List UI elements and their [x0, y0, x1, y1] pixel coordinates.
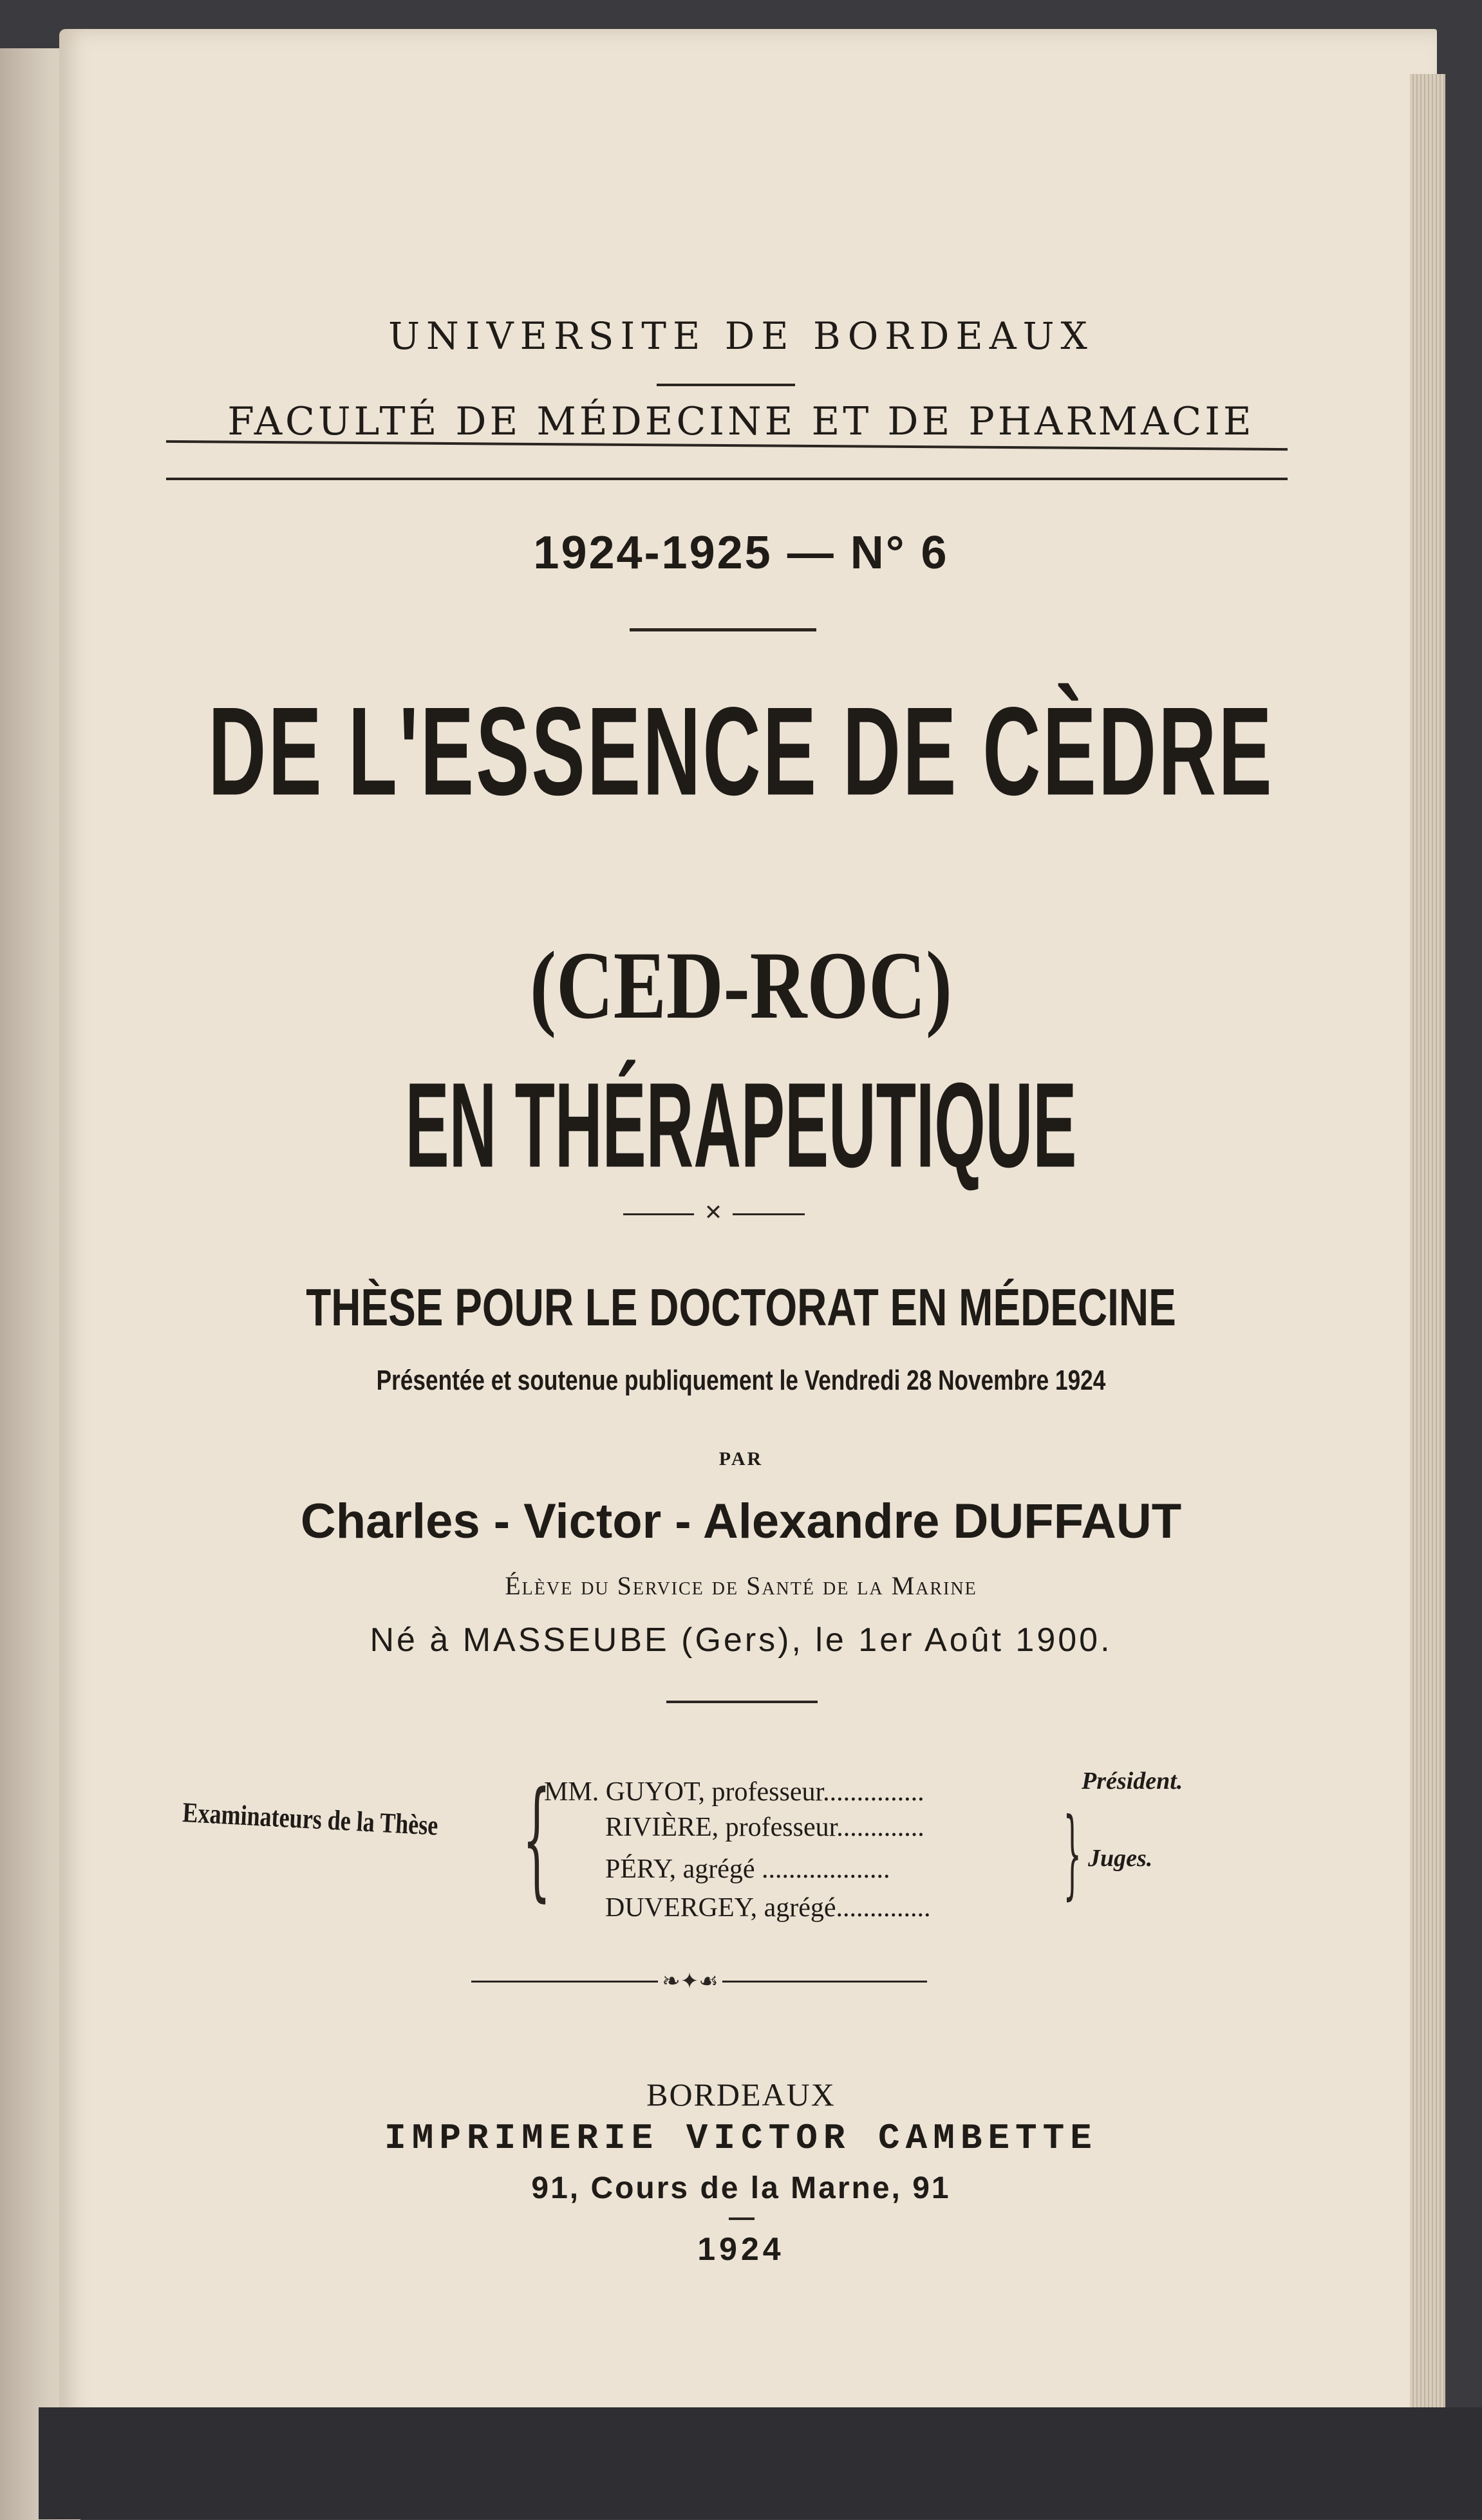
thesis-title: DE L'ESSENCE DE CÈDRE	[208, 680, 1274, 821]
thesis-subtitle-2: EN THÉRAPEUTIQUE	[405, 1057, 1077, 1193]
printer-name: IMPRIMERIE VICTOR CAMBETTE	[384, 2118, 1098, 2159]
examiner-row: RIVIÈRE, professeur.............	[605, 1813, 924, 1842]
thesis-subtitle: (CED-ROC)	[530, 932, 952, 1039]
president-role: Président.	[1082, 1768, 1183, 1795]
university-name: UNIVERSITE DE BORDEAUX	[388, 314, 1094, 358]
ornament-rule-right	[733, 1213, 805, 1215]
presentation-date: Présentée et soutenue publiquement le Vendredi 28 Novembre 1924	[376, 1365, 1106, 1396]
examiner-row: PÉRY, agrégé ...................	[605, 1854, 890, 1884]
ornament-rule-right	[722, 1981, 927, 1983]
author-name: Charles - Victor - Alexandre DUFFAUT	[300, 1494, 1182, 1549]
ornament-icon: ✕	[704, 1200, 723, 1226]
judges-role: Juges.	[1088, 1845, 1153, 1872]
thesis-type: THÈSE POUR LE DOCTORAT EN MÉDECINE	[306, 1278, 1176, 1337]
ornament-rule-left	[623, 1213, 694, 1215]
divider	[729, 2217, 755, 2220]
publication-city: BORDEAUX	[646, 2077, 836, 2113]
academic-year-number: 1924-1925 — N° 6	[533, 527, 949, 579]
examiner-row: DUVERGEY, agrégé..............	[605, 1893, 931, 1923]
right-brace: }	[1063, 1798, 1082, 1910]
divider	[630, 628, 816, 631]
examiners-label: Examinateurs de la Thèse	[182, 1796, 439, 1842]
ornament-rule-left	[471, 1981, 658, 1983]
author-position: Élève du Service de Santé de la Marine	[505, 1571, 977, 1600]
examiner-row: MM. GUYOT, professeur...............	[544, 1777, 924, 1807]
publication-year: 1924	[697, 2231, 785, 2267]
faculty-name: FACULTÉ DE MÉDECINE ET DE PHARMACIE	[227, 399, 1255, 444]
author-birth: Né à MASSEUBE (Gers), le 1er Août 1900.	[370, 1621, 1112, 1659]
divider	[657, 384, 795, 386]
printer-address: 91, Cours de la Marne, 91	[531, 2171, 951, 2205]
divider	[666, 1701, 818, 1703]
double-rule-bottom	[166, 478, 1288, 480]
left-brace: {	[522, 1764, 551, 1914]
ornament-icon: ❧✦☙	[662, 1968, 718, 1994]
title-page	[59, 29, 1437, 2427]
by-label: PAR	[718, 1448, 764, 1470]
scan-background	[39, 2407, 1482, 2519]
